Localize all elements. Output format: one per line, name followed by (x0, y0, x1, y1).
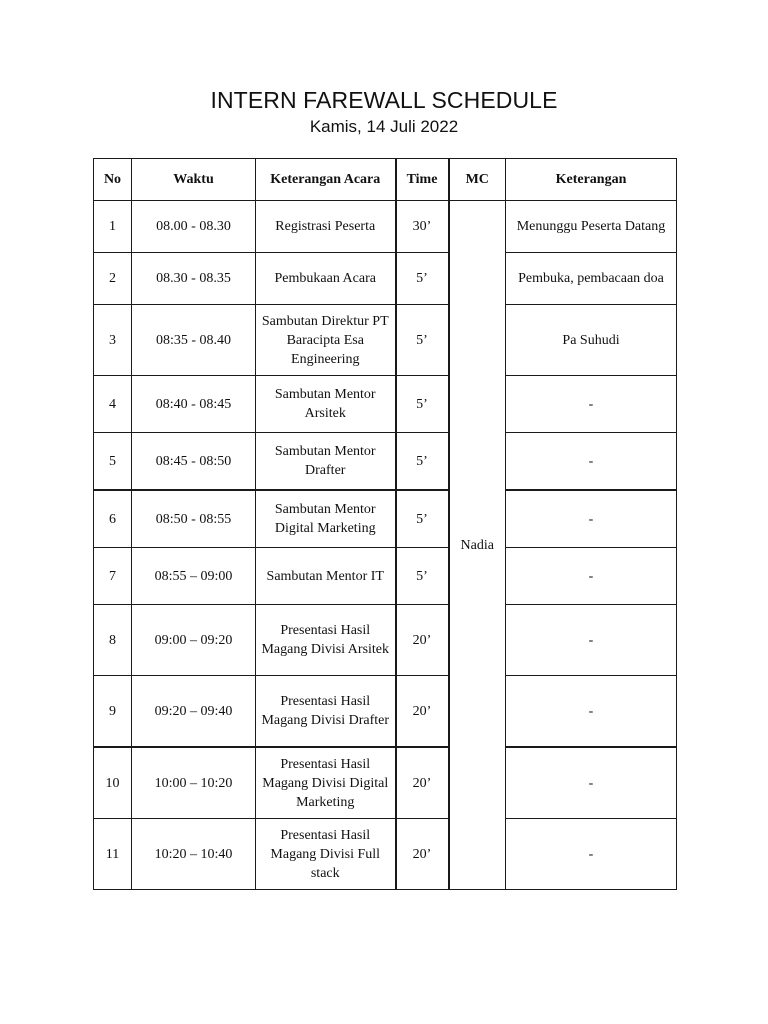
header-keterangan-acara: Keterangan Acara (256, 159, 396, 201)
cell-waktu: 08.30 - 08.35 (132, 253, 256, 305)
cell-time: 5’ (396, 376, 449, 433)
cell-acara: Presentasi Hasil Magang Divisi Digital Marketing (256, 747, 396, 819)
table-header-row (94, 159, 677, 201)
cell-time: 5’ (396, 433, 449, 491)
cell-acara: Registrasi Peserta (256, 201, 396, 253)
cell-keterangan: Pembuka, pembacaan doa (506, 253, 677, 305)
cell-time: 5’ (396, 548, 449, 605)
header-keterangan: Keterangan (506, 159, 677, 201)
cell-keterangan: Menunggu Peserta Datang (506, 201, 677, 253)
cell-acara: Presentasi Hasil Magang Divisi Arsitek (256, 605, 396, 676)
table-row (94, 676, 677, 748)
page-subtitle-date: Kamis, 14 Juli 2022 (309, 117, 459, 136)
cell-acara: Presentasi Hasil Magang Divisi Full stack (256, 819, 396, 890)
cell-no: 10 (94, 747, 132, 819)
cell-no: 6 (94, 490, 132, 548)
cell-waktu: 08:40 - 08:45 (132, 376, 256, 433)
table-row (94, 305, 677, 376)
cell-acara: Sambutan Mentor Drafter (256, 433, 396, 491)
table-row (94, 747, 677, 819)
header-waktu: Waktu (132, 159, 256, 201)
cell-waktu: 10:20 – 10:40 (132, 819, 256, 890)
cell-waktu: 08:55 – 09:00 (132, 548, 256, 605)
cell-no: 1 (94, 201, 132, 253)
cell-time: 30’ (396, 201, 449, 253)
cell-time: 20’ (396, 605, 449, 676)
cell-keterangan: - (506, 433, 677, 491)
cell-acara: Sambutan Mentor Digital Marketing (256, 490, 396, 548)
table-row (94, 548, 677, 605)
cell-time: 5’ (396, 490, 449, 548)
cell-acara: Sambutan Direktur PT Baracipta Esa Engineering (256, 305, 396, 376)
cell-no: 9 (94, 676, 132, 748)
cell-time: 5’ (396, 305, 449, 376)
cell-no: 7 (94, 548, 132, 605)
cell-waktu: 08:35 - 08.40 (132, 305, 256, 376)
cell-acara: Sambutan Mentor IT (256, 548, 396, 605)
header-time: Time (396, 159, 449, 201)
cell-no: 8 (94, 605, 132, 676)
cell-keterangan: - (506, 819, 677, 890)
header-mc: MC (449, 159, 506, 201)
cell-keterangan: - (506, 490, 677, 548)
table-row (94, 253, 677, 305)
cell-acara: Sambutan Mentor Arsitek (256, 376, 396, 433)
cell-waktu: 10:00 – 10:20 (132, 747, 256, 819)
cell-waktu: 08:45 - 08:50 (132, 433, 256, 491)
table-row (94, 376, 677, 433)
cell-keterangan: - (506, 548, 677, 605)
cell-waktu: 09:00 – 09:20 (132, 605, 256, 676)
cell-no: 3 (94, 305, 132, 376)
cell-keterangan: - (506, 376, 677, 433)
cell-no: 2 (94, 253, 132, 305)
cell-no: 4 (94, 376, 132, 433)
header-no: No (94, 159, 132, 201)
cell-waktu: 09:20 – 09:40 (132, 676, 256, 748)
cell-waktu: 08.00 - 08.30 (132, 201, 256, 253)
cell-keterangan: - (506, 676, 677, 748)
cell-waktu: 08:50 - 08:55 (132, 490, 256, 548)
table-row (94, 605, 677, 676)
cell-time: 20’ (396, 747, 449, 819)
cell-time: 5’ (396, 253, 449, 305)
cell-keterangan: Pa Suhudi (506, 305, 677, 376)
cell-keterangan: - (506, 747, 677, 819)
table-row (94, 433, 677, 491)
cell-time: 20’ (396, 819, 449, 890)
cell-acara: Pembukaan Acara (256, 253, 396, 305)
cell-keterangan: - (506, 605, 677, 676)
cell-acara: Presentasi Hasil Magang Divisi Drafter (256, 676, 396, 748)
table-row (94, 819, 677, 890)
cell-time: 20’ (396, 676, 449, 748)
cell-mc-merged: Nadia (449, 201, 506, 890)
table-row (94, 490, 677, 548)
schedule-table (93, 158, 677, 890)
cell-no: 5 (94, 433, 132, 491)
page-title: INTERN FAREWALL SCHEDULE (210, 87, 558, 113)
table-row (94, 201, 677, 253)
cell-no: 11 (94, 819, 132, 890)
